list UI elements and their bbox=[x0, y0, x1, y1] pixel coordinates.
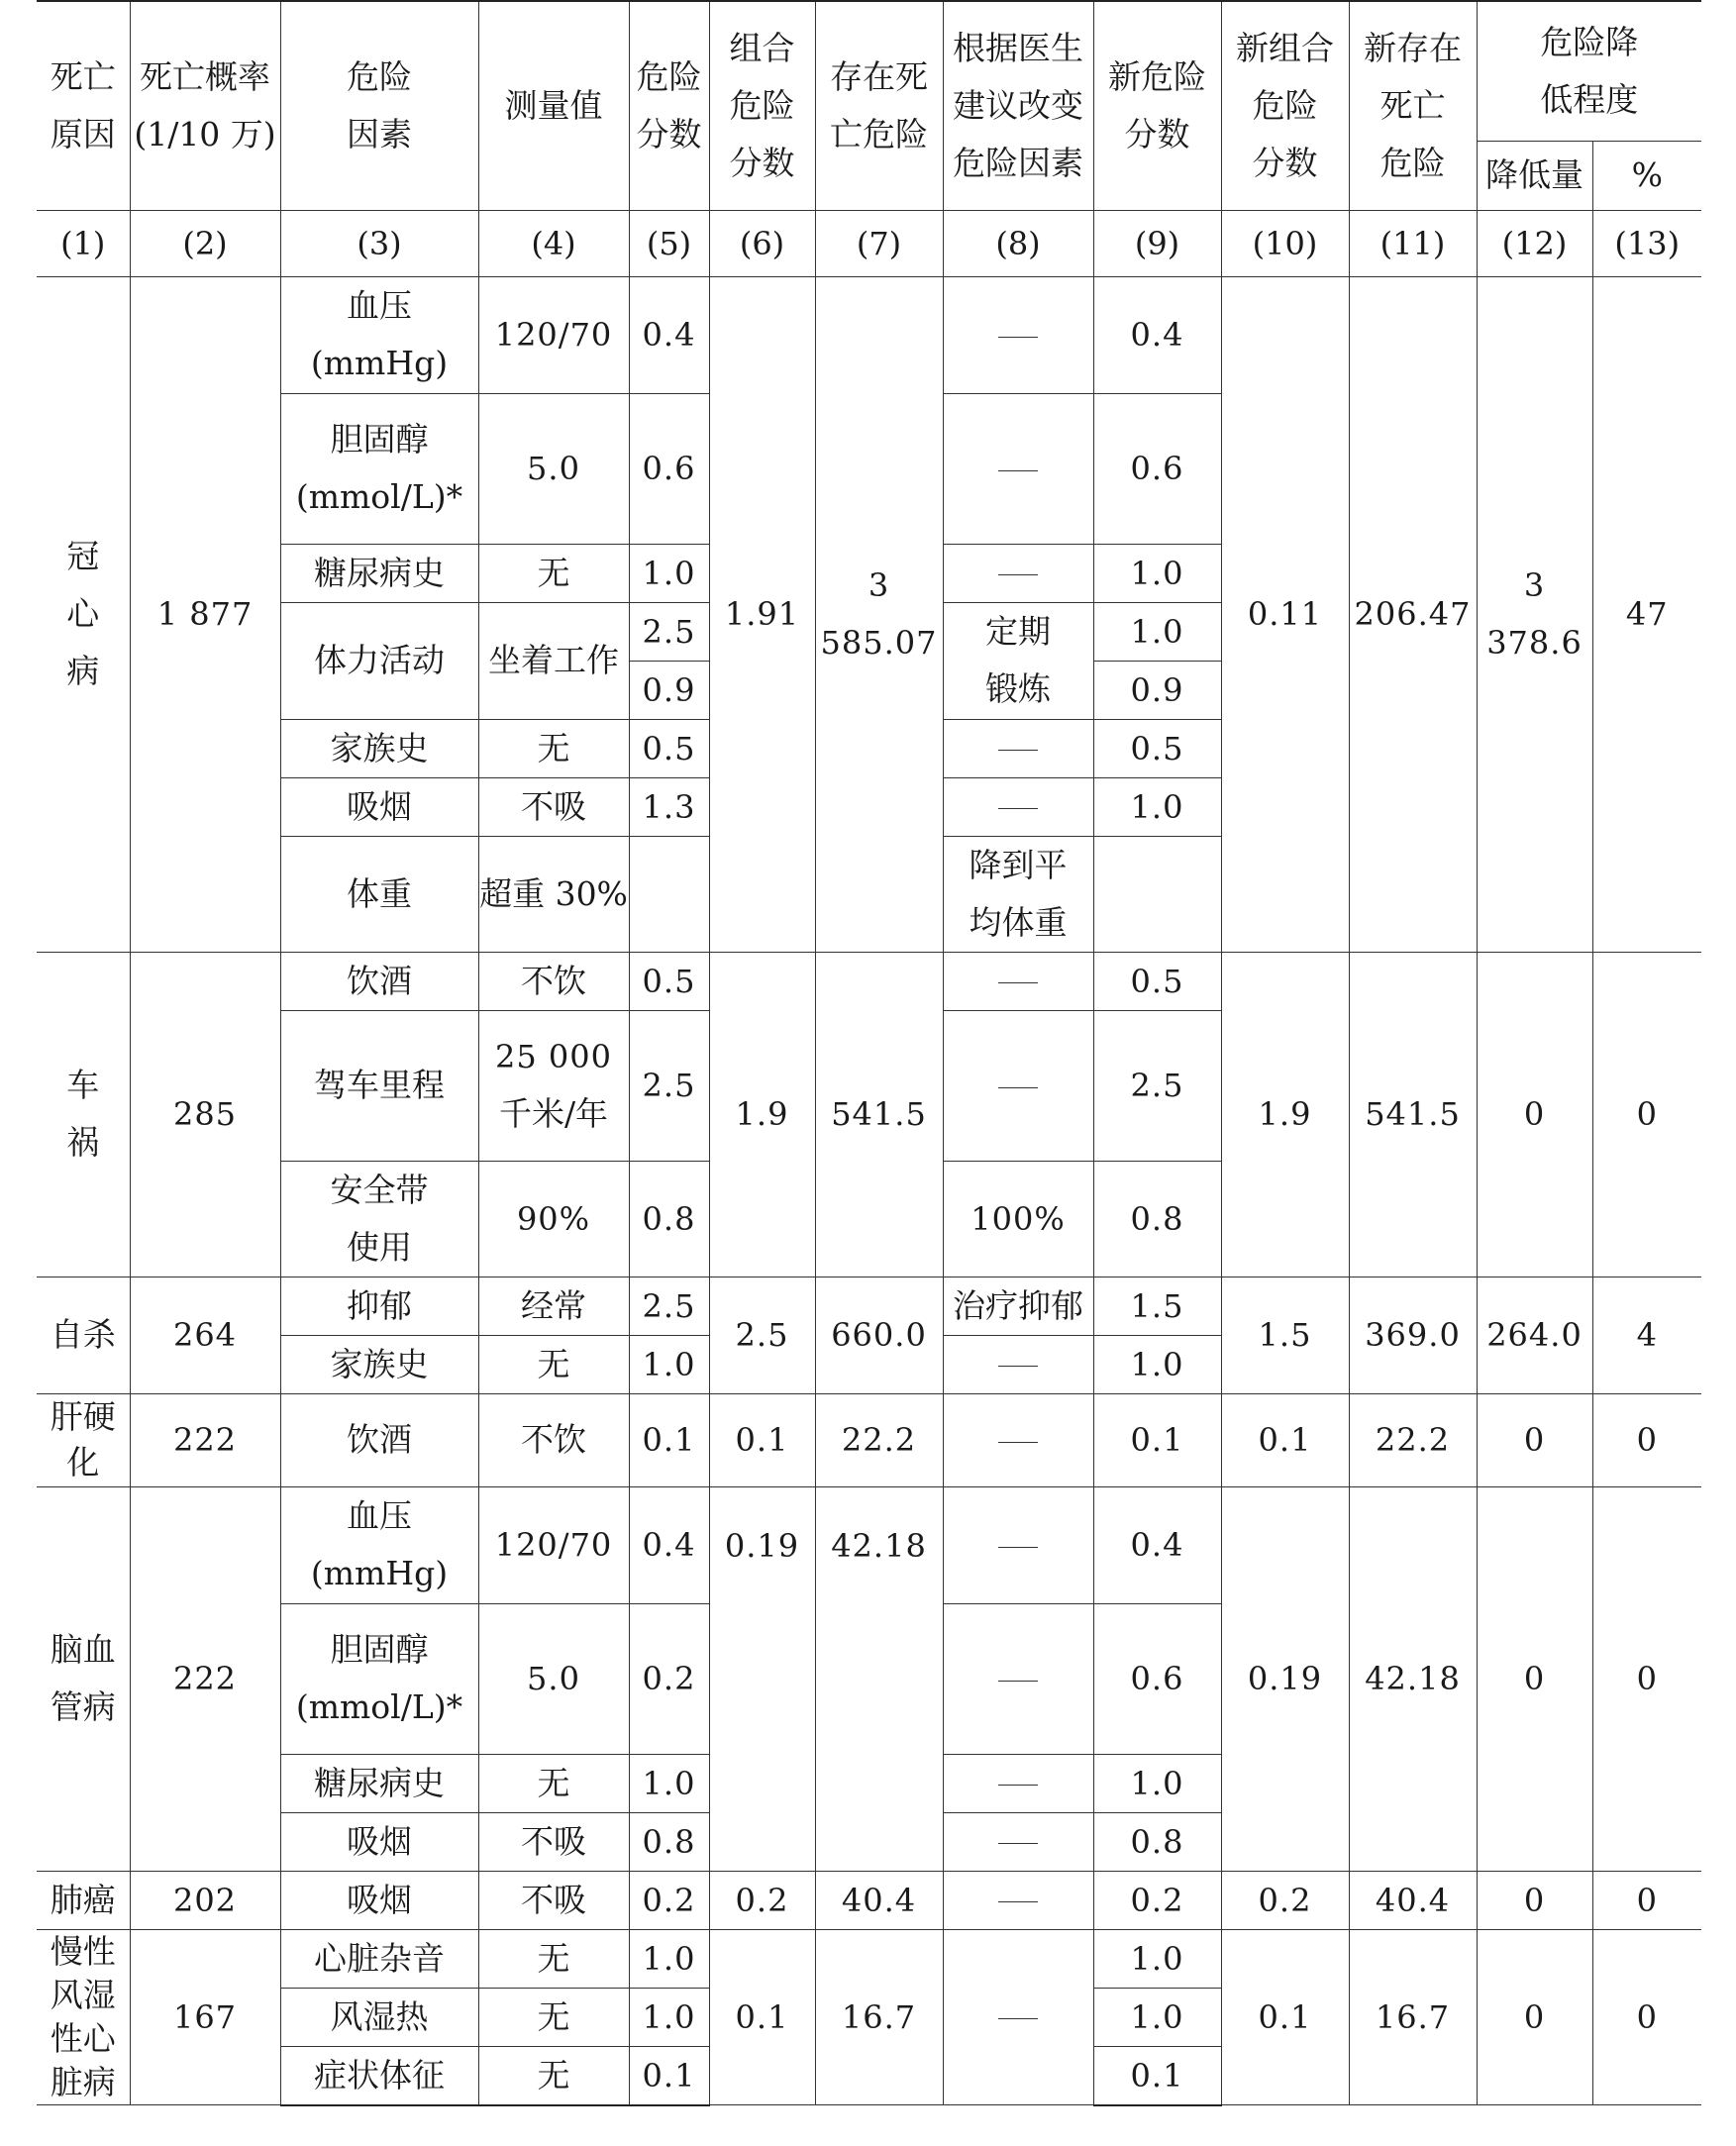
reduction-pct-cell: 4 bbox=[1592, 1277, 1701, 1393]
new-score-cell: 1.0 bbox=[1093, 1929, 1221, 1988]
measure-cell: 无 bbox=[478, 1988, 629, 2046]
factor-cell: 驾车里程 bbox=[280, 1010, 478, 1161]
score-cell: 1.0 bbox=[629, 1988, 709, 2046]
score-cell: 1.0 bbox=[629, 1335, 709, 1393]
dash-mark bbox=[998, 1681, 1038, 1682]
column-number: (2) bbox=[130, 210, 280, 276]
factor-cell: 胆固醇 (mmol/L)* bbox=[280, 393, 478, 544]
new-score-cell: 1.0 bbox=[1093, 777, 1221, 836]
score-cell: 1.0 bbox=[629, 1929, 709, 1988]
dash-mark bbox=[998, 2018, 1038, 2019]
combined-score-cell: 0.2 bbox=[709, 1871, 815, 1929]
column-number: (5) bbox=[629, 210, 709, 276]
header-row-1 bbox=[37, 1, 1701, 141]
combined-score-cell: 1.9 bbox=[709, 952, 815, 1277]
measure-cell: 无 bbox=[478, 2046, 629, 2105]
header-existing: 存在死 亡危险 bbox=[815, 1, 943, 210]
factor-cell: 吸烟 bbox=[280, 777, 478, 836]
measure-cell: 5.0 bbox=[478, 1603, 629, 1754]
new-score-cell: 0.4 bbox=[1093, 1486, 1221, 1603]
change-cell: 定期 锻炼 bbox=[943, 602, 1093, 719]
column-number: (8) bbox=[943, 210, 1093, 276]
header-change: 根据医生 建议改变 危险因素 bbox=[943, 1, 1093, 210]
risk-assessment-table bbox=[37, 0, 1701, 2106]
measure-cell: 不饮 bbox=[478, 952, 629, 1010]
existing-risk-cell: 3 585.07 bbox=[815, 276, 943, 952]
new-combined-cell: 1.9 bbox=[1221, 952, 1349, 1277]
reduction-amount-cell: 0 bbox=[1477, 1929, 1592, 2105]
column-number: (1) bbox=[37, 210, 130, 276]
change-cell bbox=[943, 1812, 1093, 1871]
measure-cell: 5.0 bbox=[478, 393, 629, 544]
change-cell bbox=[943, 952, 1093, 1010]
header-new-combined: 新组合 危险 分数 bbox=[1221, 1, 1349, 210]
factor-cell: 体力活动 bbox=[280, 602, 478, 719]
change-cell bbox=[943, 1486, 1093, 1603]
table-row bbox=[37, 952, 1701, 1010]
factor-cell: 风湿热 bbox=[280, 1988, 478, 2046]
header-factor: 危险 因素 bbox=[280, 1, 478, 210]
column-number: (11) bbox=[1349, 210, 1477, 276]
dash-mark bbox=[998, 1547, 1038, 1548]
existing-risk-cell: 660.0 bbox=[815, 1277, 943, 1393]
header-reduction: 危险降 低程度 bbox=[1477, 1, 1701, 141]
new-existing-cell: 206.47 bbox=[1349, 276, 1477, 952]
new-score-cell: 1.0 bbox=[1093, 1988, 1221, 2046]
table-row bbox=[37, 1277, 1701, 1335]
score-cell: 1.3 bbox=[629, 777, 709, 836]
new-combined-cell: 0.19 bbox=[1221, 1486, 1349, 1871]
score-cell: 0.2 bbox=[629, 1603, 709, 1754]
score-cell: 2.5 bbox=[629, 602, 709, 661]
header-new-existing: 新存在 死亡 危险 bbox=[1349, 1, 1477, 210]
reduction-pct-cell: 0 bbox=[1592, 1486, 1701, 1871]
column-number: (10) bbox=[1221, 210, 1349, 276]
new-score-cell: 0.6 bbox=[1093, 393, 1221, 544]
score-cell: 0.1 bbox=[629, 2046, 709, 2105]
new-score-cell bbox=[1093, 836, 1221, 952]
score-cell: 0.8 bbox=[629, 1161, 709, 1277]
new-score-cell: 0.8 bbox=[1093, 1812, 1221, 1871]
dash-mark bbox=[998, 808, 1038, 809]
new-score-cell: 1.0 bbox=[1093, 544, 1221, 602]
score-cell: 0.5 bbox=[629, 952, 709, 1010]
new-combined-cell: 0.2 bbox=[1221, 1871, 1349, 1929]
measure-cell: 120/70 bbox=[478, 276, 629, 393]
measure-cell: 无 bbox=[478, 1754, 629, 1812]
reduction-amount-cell: 0 bbox=[1477, 952, 1592, 1277]
header-reduction-amount: 降低量 bbox=[1477, 141, 1592, 210]
dash-mark bbox=[998, 1785, 1038, 1786]
factor-cell: 心脏杂音 bbox=[280, 1929, 478, 1988]
reduction-pct-cell: 0 bbox=[1592, 952, 1701, 1277]
measure-cell: 不吸 bbox=[478, 1871, 629, 1929]
new-combined-cell: 0.1 bbox=[1221, 1393, 1349, 1486]
header-combined: 组合 危险 分数 bbox=[709, 1, 815, 210]
reduction-pct-cell: 0 bbox=[1592, 1871, 1701, 1929]
measure-cell: 无 bbox=[478, 719, 629, 777]
factor-cell: 饮酒 bbox=[280, 1393, 478, 1486]
new-score-cell: 0.2 bbox=[1093, 1871, 1221, 1929]
new-score-cell: 0.1 bbox=[1093, 2046, 1221, 2105]
new-combined-cell: 0.1 bbox=[1221, 1929, 1349, 2105]
score-cell: 0.8 bbox=[629, 1812, 709, 1871]
new-score-cell: 0.6 bbox=[1093, 1603, 1221, 1754]
new-score-cell: 1.0 bbox=[1093, 602, 1221, 661]
reduction-amount-cell: 3 378.6 bbox=[1477, 276, 1592, 952]
dash-mark bbox=[998, 1442, 1038, 1443]
change-cell bbox=[943, 777, 1093, 836]
table-row bbox=[37, 1929, 1701, 1988]
reduction-amount-cell: 0 bbox=[1477, 1486, 1592, 1871]
change-cell bbox=[943, 1929, 1093, 2105]
dash-mark bbox=[998, 1087, 1038, 1088]
dash-mark bbox=[998, 1901, 1038, 1902]
new-score-cell: 0.5 bbox=[1093, 719, 1221, 777]
change-cell: 100% bbox=[943, 1161, 1093, 1277]
change-cell: 治疗抑郁 bbox=[943, 1277, 1093, 1335]
new-score-cell: 1.5 bbox=[1093, 1277, 1221, 1335]
cause-cell: 冠 心 病 bbox=[37, 276, 130, 952]
factor-cell: 症状体征 bbox=[280, 2046, 478, 2105]
dash-mark bbox=[998, 337, 1038, 338]
cause-cell: 脑血 管病 bbox=[37, 1486, 130, 1871]
combined-score-cell: 2.5 bbox=[709, 1277, 815, 1393]
measure-cell: 无 bbox=[478, 1335, 629, 1393]
column-number: (13) bbox=[1592, 210, 1701, 276]
rate-cell: 222 bbox=[130, 1393, 280, 1486]
header-rate: 死亡概率 (1/10 万) bbox=[130, 1, 280, 210]
factor-cell: 安全带 使用 bbox=[280, 1161, 478, 1277]
column-number: (4) bbox=[478, 210, 629, 276]
existing-risk-cell: 42.18 bbox=[815, 1486, 943, 1871]
change-cell bbox=[943, 1335, 1093, 1393]
header-score: 危险 分数 bbox=[629, 1, 709, 210]
reduction-amount-cell: 0 bbox=[1477, 1871, 1592, 1929]
new-existing-cell: 42.18 bbox=[1349, 1486, 1477, 1871]
reduction-amount-cell: 264.0 bbox=[1477, 1277, 1592, 1393]
existing-risk-cell: 16.7 bbox=[815, 1929, 943, 2105]
measure-cell: 坐着工作 bbox=[478, 602, 629, 719]
header-new-score: 新危险 分数 bbox=[1093, 1, 1221, 210]
measure-cell: 不吸 bbox=[478, 777, 629, 836]
score-cell: 0.4 bbox=[629, 276, 709, 393]
change-cell bbox=[943, 719, 1093, 777]
measure-cell: 120/70 bbox=[478, 1486, 629, 1603]
factor-cell: 体重 bbox=[280, 836, 478, 952]
rate-cell: 285 bbox=[130, 952, 280, 1277]
score-cell: 0.6 bbox=[629, 393, 709, 544]
document-page bbox=[37, 0, 1701, 2106]
cause-cell: 慢性 风湿 性心 脏病 bbox=[37, 1929, 130, 2105]
dash-mark bbox=[998, 470, 1038, 471]
change-cell bbox=[943, 1393, 1093, 1486]
cause-cell: 自杀 bbox=[37, 1277, 130, 1393]
cause-cell: 肺癌 bbox=[37, 1871, 130, 1929]
reduction-amount-cell: 0 bbox=[1477, 1393, 1592, 1486]
column-number: (6) bbox=[709, 210, 815, 276]
new-score-cell: 0.1 bbox=[1093, 1393, 1221, 1486]
score-cell: 0.9 bbox=[629, 661, 709, 719]
table-row bbox=[37, 1871, 1701, 1929]
table-row bbox=[37, 1486, 1701, 1603]
cause-cell: 肝硬 化 bbox=[37, 1393, 130, 1486]
factor-cell: 糖尿病史 bbox=[280, 1754, 478, 1812]
score-cell: 1.0 bbox=[629, 1754, 709, 1812]
rate-cell: 222 bbox=[130, 1486, 280, 1871]
factor-cell: 家族史 bbox=[280, 719, 478, 777]
existing-risk-cell: 40.4 bbox=[815, 1871, 943, 1929]
column-number: (3) bbox=[280, 210, 478, 276]
new-existing-cell: 22.2 bbox=[1349, 1393, 1477, 1486]
score-cell: 0.2 bbox=[629, 1871, 709, 1929]
factor-cell: 吸烟 bbox=[280, 1812, 478, 1871]
new-score-cell: 1.0 bbox=[1093, 1335, 1221, 1393]
dash-mark bbox=[998, 750, 1038, 751]
measure-cell: 不吸 bbox=[478, 1812, 629, 1871]
factor-cell: 糖尿病史 bbox=[280, 544, 478, 602]
change-cell: 降到平 均体重 bbox=[943, 836, 1093, 952]
combined-score-cell: 1.91 bbox=[709, 276, 815, 952]
rate-cell: 264 bbox=[130, 1277, 280, 1393]
new-combined-cell: 1.5 bbox=[1221, 1277, 1349, 1393]
change-cell bbox=[943, 393, 1093, 544]
score-cell: 0.5 bbox=[629, 719, 709, 777]
dash-mark bbox=[998, 574, 1038, 575]
reduction-pct-cell: 47 bbox=[1592, 276, 1701, 952]
score-cell: 0.1 bbox=[629, 1393, 709, 1486]
table-row bbox=[37, 276, 1701, 393]
change-cell bbox=[943, 1010, 1093, 1161]
change-cell bbox=[943, 1754, 1093, 1812]
combined-score-cell: 0.19 bbox=[709, 1486, 815, 1871]
new-score-cell: 0.4 bbox=[1093, 276, 1221, 393]
factor-cell: 家族史 bbox=[280, 1335, 478, 1393]
factor-cell: 血压 (mmHg) bbox=[280, 276, 478, 393]
combined-score-cell: 0.1 bbox=[709, 1929, 815, 2105]
new-score-cell: 0.8 bbox=[1093, 1161, 1221, 1277]
column-number: (7) bbox=[815, 210, 943, 276]
factor-cell: 血压 (mmHg) bbox=[280, 1486, 478, 1603]
measure-cell: 超重 30% bbox=[478, 836, 629, 952]
score-cell: 1.0 bbox=[629, 544, 709, 602]
new-score-cell: 2.5 bbox=[1093, 1010, 1221, 1161]
new-score-cell: 1.0 bbox=[1093, 1754, 1221, 1812]
change-cell bbox=[943, 276, 1093, 393]
column-number: (12) bbox=[1477, 210, 1592, 276]
rate-cell: 167 bbox=[130, 1929, 280, 2105]
dash-mark bbox=[998, 982, 1038, 983]
rate-cell: 1 877 bbox=[130, 276, 280, 952]
score-cell: 2.5 bbox=[629, 1010, 709, 1161]
factor-cell: 饮酒 bbox=[280, 952, 478, 1010]
new-existing-cell: 369.0 bbox=[1349, 1277, 1477, 1393]
header-measure: 测量值 bbox=[478, 1, 629, 210]
column-number: (9) bbox=[1093, 210, 1221, 276]
change-cell bbox=[943, 1603, 1093, 1754]
cause-cell: 车 祸 bbox=[37, 952, 130, 1277]
score-cell: 2.5 bbox=[629, 1277, 709, 1335]
reduction-pct-cell: 0 bbox=[1592, 1393, 1701, 1486]
new-score-cell: 0.9 bbox=[1093, 661, 1221, 719]
factor-cell: 抑郁 bbox=[280, 1277, 478, 1335]
score-cell bbox=[629, 836, 709, 952]
header-reduction-pct: % bbox=[1592, 141, 1701, 210]
existing-risk-cell: 22.2 bbox=[815, 1393, 943, 1486]
measure-cell: 无 bbox=[478, 544, 629, 602]
dash-mark bbox=[998, 1366, 1038, 1367]
measure-cell: 无 bbox=[478, 1929, 629, 1988]
new-existing-cell: 40.4 bbox=[1349, 1871, 1477, 1929]
measure-cell: 90% bbox=[478, 1161, 629, 1277]
change-cell bbox=[943, 544, 1093, 602]
existing-risk-cell: 541.5 bbox=[815, 952, 943, 1277]
new-existing-cell: 541.5 bbox=[1349, 952, 1477, 1277]
factor-cell: 胆固醇 (mmol/L)* bbox=[280, 1603, 478, 1754]
reduction-pct-cell: 0 bbox=[1592, 1929, 1701, 2105]
new-score-cell: 0.5 bbox=[1093, 952, 1221, 1010]
new-existing-cell: 16.7 bbox=[1349, 1929, 1477, 2105]
measure-cell: 25 000 千米/年 bbox=[478, 1010, 629, 1161]
dash-mark bbox=[998, 1843, 1038, 1844]
table-row bbox=[37, 1393, 1701, 1486]
header-cause: 死亡 原因 bbox=[37, 1, 130, 210]
score-cell: 0.4 bbox=[629, 1486, 709, 1603]
measure-cell: 经常 bbox=[478, 1277, 629, 1335]
measure-cell: 不饮 bbox=[478, 1393, 629, 1486]
new-combined-cell: 0.11 bbox=[1221, 276, 1349, 952]
rate-cell: 202 bbox=[130, 1871, 280, 1929]
combined-score-cell: 0.1 bbox=[709, 1393, 815, 1486]
change-cell bbox=[943, 1871, 1093, 1929]
factor-cell: 吸烟 bbox=[280, 1871, 478, 1929]
column-number-row bbox=[37, 210, 1701, 276]
